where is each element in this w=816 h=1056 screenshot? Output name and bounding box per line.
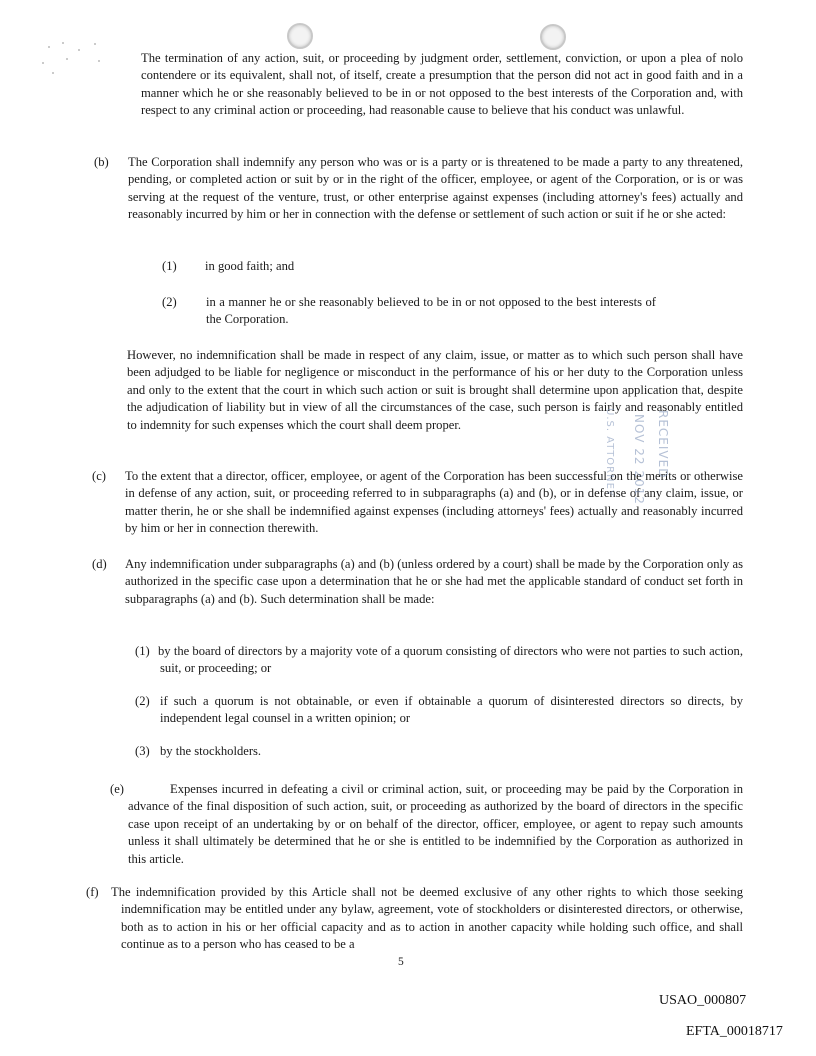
section-d1-text: by the board of directors by a majority vote of a quorum consisting of directors who were not parties to such action, suit, or proceeding; or bbox=[158, 644, 743, 676]
page-number: 5 bbox=[398, 956, 404, 968]
stamp-line-1: RECEIVED bbox=[656, 410, 670, 479]
section-d3-label: (3) bbox=[135, 744, 150, 758]
intro-paragraph: The termination of any action, suit, or proceeding by judgment order, settlement, conviction, or upon a plea of nolo contendere or its equivalent, shall not, of itself, create a presumption that the person did not act in good faith and in a manner which he or she reasonably believed to be in or not opposed to the best interests of the Corporation and, with respect to any criminal action or proceeding, had reasonable cause to believe that his conduct was unlawful. bbox=[141, 51, 743, 118]
section-f-text: The indemnification provided by this Article shall not be deemed exclusive of any other rights to which those seeking indemnification may be entitled under any bylaw, agreement, vote of stockholders or disinterested directors, or otherwise, both as to action in his or her official capacity and as to action in another capacity while holding such office, and shall continue as to a person who has ceased to be a bbox=[111, 885, 743, 952]
bates-efta: EFTA_00018717 bbox=[686, 1024, 783, 1039]
stamp-line-2: NOV 22 2012 bbox=[632, 414, 646, 505]
section-b1-label: (1) bbox=[162, 259, 177, 273]
section-f-label: (f) bbox=[86, 885, 99, 899]
received-stamp bbox=[598, 404, 688, 556]
however-paragraph: However, no indemnification shall be made in respect of any claim, issue, or matter as to which such person shall have been adjudged to be liable for negligence or misconduct in the performance of his or her duty to the Corporation unless and only to the extent that the court in which such action or suit is brought shall determine upon application that, despite the adjudication of liability but in view of all the circumstances of the case, such person is fairly and reasonably entitled to indemnity for such expenses which the court shall deem proper. bbox=[127, 348, 743, 432]
section-b-label: (b) bbox=[94, 155, 109, 169]
section-d3-text: by the stockholders. bbox=[160, 744, 262, 758]
section-b-text: The Corporation shall indemnify any person who was or is a party or is threatened to be made a party to any threatened, pending, or completed action or suit by or in the right of the officer, employee, or agent of the Corporation, or is or was serving at the request of the venture, trust, or other enterprise against expenses (including attorney's fees) actually and reasonably incurred by him or her in connection with the defense or settlement of such action or suit if he or she acted: bbox=[128, 155, 743, 222]
section-b2-label: (2) bbox=[162, 295, 177, 309]
section-d-text: Any indemnification under subparagraphs (a) and (b) (unless ordered by a court) shall be made by the Corporation only as authorized in the specific case upon a determination that he or she had met the applicable standard of conduct set forth in subparagraphs (a) and (b). Such determination shall be made: bbox=[125, 557, 743, 606]
scan-specks bbox=[38, 40, 108, 80]
section-e-label: (e) bbox=[110, 782, 124, 796]
section-d-label: (d) bbox=[92, 557, 107, 571]
section-b1-text: in good faith; and bbox=[205, 259, 295, 273]
section-d1-label: (1) bbox=[135, 644, 150, 658]
section-b2-text: in a manner he or she reasonably believed to be in or not opposed to the best interests of the Corporation. bbox=[206, 295, 656, 327]
stamp-line-3: U.S. ATTORNEY bbox=[604, 408, 615, 498]
bates-usao: USAO_000807 bbox=[659, 993, 747, 1008]
section-e-text: Expenses incurred in defeating a civil or criminal action, suit, or proceeding may be paid by the Corporation in advance of the final disposition of such action, suit, or proceeding as authorized by the board of directors in the specific case upon receipt of an undertaking by or on behalf of the director, officer, employee, or agent to repay such amounts unless it shall ultimately be determined that he or she is entitled to be indemnified by the Corporation as authorized in this article. bbox=[128, 782, 743, 866]
section-d2-text: if such a quorum is not obtainable, or even if obtainable a quorum of disinterested directors so directs, by independent legal counsel in a written opinion; or bbox=[160, 694, 743, 726]
section-c-label: (c) bbox=[92, 469, 106, 483]
hole-punch-left bbox=[287, 23, 313, 49]
hole-punch-right bbox=[540, 24, 566, 50]
section-d2-label: (2) bbox=[135, 694, 150, 708]
section-c-text: To the extent that a director, officer, employee, or agent of the Corporation has been successful on the merits or otherwise in defense of any action, suit, or proceeding referred to in subparagraphs (a) and (b), or in defense of any claim, issue, or matter therin, he or she shall be indemnified against expenses (including attorneys' fees) actually and reasonably incurred by him or her in connection therewith. bbox=[125, 469, 743, 536]
